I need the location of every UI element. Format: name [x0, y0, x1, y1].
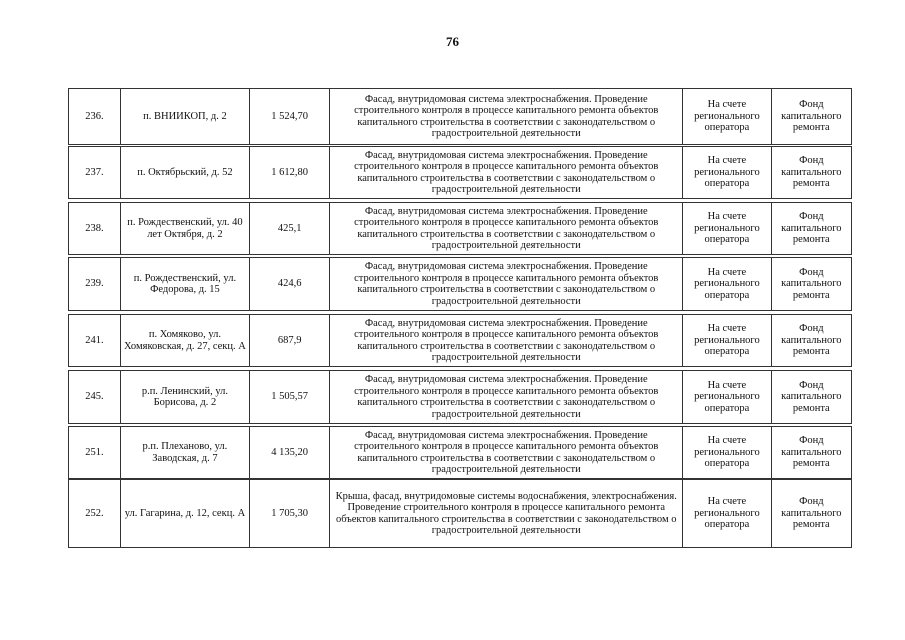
- records-table: [68, 88, 852, 548]
- table-row: [68, 370, 852, 424]
- row-work: Фасад, внутридомовая система электроснабжения. Проведение строительного контроля в процессе капитального ремонта объектов капитального строительства в соответствии с законодательством о градостроительной деятельности: [330, 203, 683, 255]
- page-number: 76: [446, 34, 459, 49]
- row-address: п. Рождественский, ул. 40 лет Октября, д. 2: [120, 203, 249, 255]
- row-address: п. Рождественский, ул. Федорова, д. 15: [120, 258, 249, 311]
- row-address: р.п. Плеханово, ул. Заводская, д. 7: [120, 427, 249, 479]
- table-row: [68, 146, 852, 199]
- row-work: Фасад, внутридомовая система электроснабжения. Проведение строительного контроля в процессе капитального ремонта объектов капитального строительства в соответствии с законодательством о градостроительной деятельности: [330, 258, 683, 311]
- table-row: [68, 257, 852, 311]
- row-area: 1 524,70: [250, 89, 330, 145]
- row-fund: Фонд капитального ремонта: [771, 427, 851, 479]
- row-area: 4 135,20: [250, 427, 330, 479]
- row-fund: Фонд капитального ремонта: [771, 315, 851, 367]
- row-area: 424,6: [250, 258, 330, 311]
- row-number: 239.: [69, 258, 121, 311]
- row-address: ул. Гагарина, д. 12, секц. А: [120, 480, 249, 548]
- row-account: На счете регионального оператора: [683, 315, 771, 367]
- row-address: п. Хомяково, ул. Хомяковская, д. 27, секц. А: [120, 315, 249, 367]
- table-row: [68, 88, 852, 145]
- row-fund: Фонд капитального ремонта: [771, 258, 851, 311]
- row-fund: Фонд капитального ремонта: [771, 480, 851, 548]
- row-work: Крыша, фасад, внутридомовые системы водоснабжения, электроснабжения. Проведение строительного контроля в процессе капитального ремонта объектов капитального строительства в соответствии с законодательством о градостроительной деятельности: [330, 480, 683, 548]
- row-fund: Фонд капитального ремонта: [771, 371, 851, 424]
- row-area: 1 705,30: [250, 480, 330, 548]
- table-row: [68, 426, 852, 479]
- row-area: 687,9: [250, 315, 330, 367]
- row-address: р.п. Ленинский, ул. Борисова, д. 2: [120, 371, 249, 424]
- row-number: 251.: [69, 427, 121, 479]
- row-work: Фасад, внутридомовая система электроснабжения. Проведение строительного контроля в процессе капитального ремонта объектов капитального строительства в соответствии с законодательством о градостроительной деятельности: [330, 427, 683, 479]
- row-number: 241.: [69, 315, 121, 367]
- row-address: п. ВНИИКОП, д. 2: [120, 89, 249, 145]
- row-work: Фасад, внутридомовая система электроснабжения. Проведение строительного контроля в процессе капитального ремонта объектов капитального строительства в соответствии с законодательством о градостроительной деятельности: [330, 89, 683, 145]
- row-account: На счете регионального оператора: [683, 427, 771, 479]
- row-account: На счете регионального оператора: [683, 371, 771, 424]
- row-account: На счете регионального оператора: [683, 89, 771, 145]
- row-account: На счете регионального оператора: [683, 203, 771, 255]
- row-number: 237.: [69, 147, 121, 199]
- row-account: На счете регионального оператора: [683, 147, 771, 199]
- row-fund: Фонд капитального ремонта: [771, 147, 851, 199]
- row-number: 236.: [69, 89, 121, 145]
- row-number: 245.: [69, 371, 121, 424]
- row-work: Фасад, внутридомовая система электроснабжения. Проведение строительного контроля в процессе капитального ремонта объектов капитального строительства в соответствии с законодательством о градостроительной деятельности: [330, 315, 683, 367]
- row-work: Фасад, внутридомовая система электроснабжения. Проведение строительного контроля в процессе капитального ремонта объектов капитального строительства в соответствии с законодательством о градостроительной деятельности: [330, 371, 683, 424]
- row-area: 1 612,80: [250, 147, 330, 199]
- row-account: На счете регионального оператора: [683, 480, 771, 548]
- row-account: На счете регионального оператора: [683, 258, 771, 311]
- row-address: п. Октябрьский, д. 52: [120, 147, 249, 199]
- table-row: [68, 202, 852, 255]
- table-row: [68, 479, 852, 548]
- row-fund: Фонд капитального ремонта: [771, 89, 851, 145]
- table-row: [68, 314, 852, 367]
- row-area: 425,1: [250, 203, 330, 255]
- row-fund: Фонд капитального ремонта: [771, 203, 851, 255]
- row-work: Фасад, внутридомовая система электроснабжения. Проведение строительного контроля в процессе капитального ремонта объектов капитального строительства в соответствии с законодательством о градостроительной деятельности: [330, 147, 683, 199]
- row-number: 252.: [69, 480, 121, 548]
- row-area: 1 505,57: [250, 371, 330, 424]
- row-number: 238.: [69, 203, 121, 255]
